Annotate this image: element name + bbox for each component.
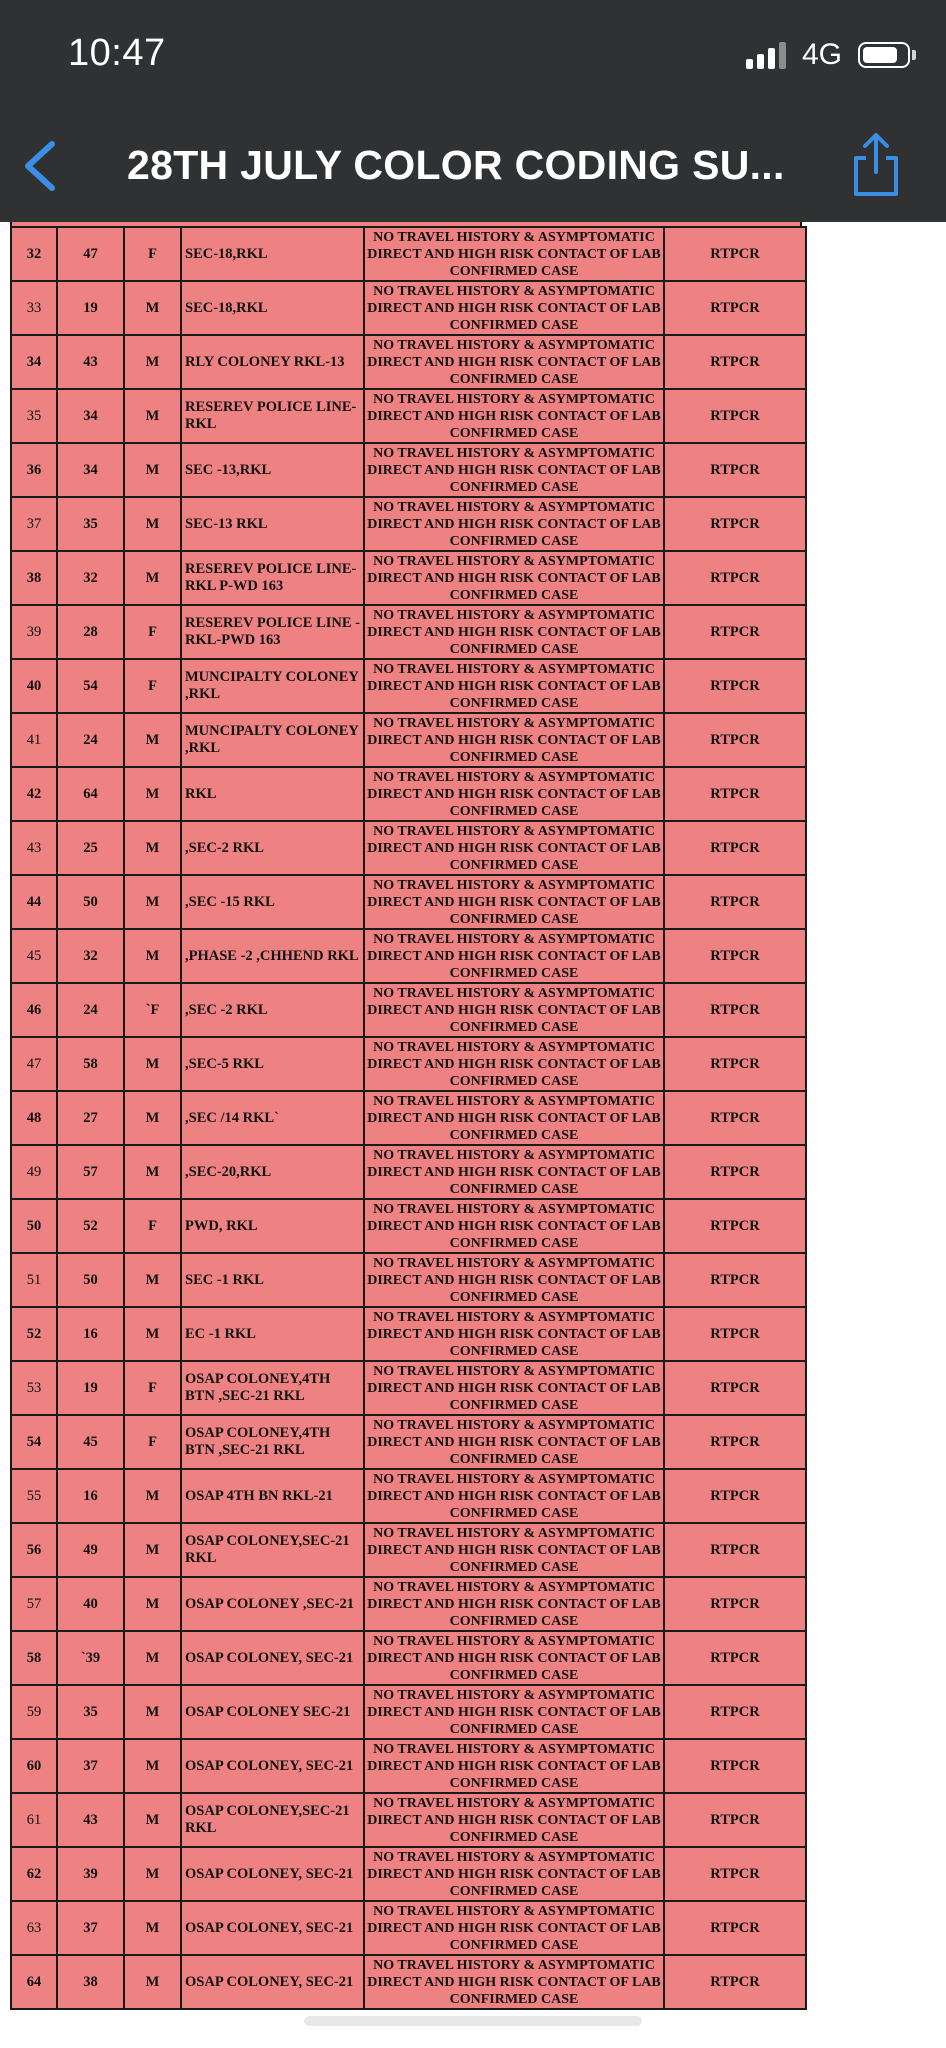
test-type-cell: RTPCR (664, 605, 806, 659)
serial-number-cell: 61 (11, 1793, 57, 1847)
sex-cell: M (124, 497, 181, 551)
previous-row-fragment (10, 222, 802, 226)
status-indicators (746, 38, 916, 72)
address-cell: SEC-18,RKL (181, 281, 364, 335)
battery-icon (858, 42, 916, 68)
table-row (11, 1415, 806, 1469)
address-cell: OSAP COLONEY, SEC-21 (181, 1847, 364, 1901)
serial-number-cell: 40 (11, 659, 57, 713)
table-row (11, 659, 806, 713)
sex-cell: M (124, 335, 181, 389)
test-type-cell: RTPCR (664, 1577, 806, 1631)
history-cell: NO TRAVEL HISTORY & ASYMPTOMATIC DIRECT AND HIGH RISK CONTACT OF LAB CONFIRMED CASE (364, 1253, 664, 1307)
table-row (11, 983, 806, 1037)
age-cell: 19 (57, 281, 124, 335)
document-page (10, 222, 802, 2010)
age-cell: 34 (57, 443, 124, 497)
serial-number-cell: 51 (11, 1253, 57, 1307)
age-cell: 64 (57, 767, 124, 821)
age-cell: 54 (57, 659, 124, 713)
sex-cell: M (124, 1037, 181, 1091)
serial-number-cell: 50 (11, 1199, 57, 1253)
serial-number-cell: 56 (11, 1523, 57, 1577)
test-type-cell: RTPCR (664, 389, 806, 443)
test-type-cell: RTPCR (664, 281, 806, 335)
address-cell: ,SEC /14 RKL` (181, 1091, 364, 1145)
table-row (11, 335, 806, 389)
sex-cell: F (124, 1199, 181, 1253)
age-cell: 38 (57, 1955, 124, 2009)
history-cell: NO TRAVEL HISTORY & ASYMPTOMATIC DIRECT AND HIGH RISK CONTACT OF LAB CONFIRMED CASE (364, 1307, 664, 1361)
share-icon (848, 132, 904, 198)
sex-cell: M (124, 767, 181, 821)
test-type-cell: RTPCR (664, 821, 806, 875)
table-row (11, 1685, 806, 1739)
table-row (11, 1037, 806, 1091)
sex-cell: M (124, 1307, 181, 1361)
table-row (11, 929, 806, 983)
address-cell: OSAP COLONEY,4TH BTN ,SEC-21 RKL (181, 1415, 364, 1469)
serial-number-cell: 60 (11, 1739, 57, 1793)
sex-cell: M (124, 281, 181, 335)
serial-number-cell: 42 (11, 767, 57, 821)
sex-cell: M (124, 929, 181, 983)
test-type-cell: RTPCR (664, 659, 806, 713)
history-cell: NO TRAVEL HISTORY & ASYMPTOMATIC DIRECT AND HIGH RISK CONTACT OF LAB CONFIRMED CASE (364, 1037, 664, 1091)
serial-number-cell: 35 (11, 389, 57, 443)
table-row (11, 1199, 806, 1253)
network-type: 4G (801, 38, 842, 71)
serial-number-cell: 53 (11, 1361, 57, 1415)
sex-cell: M (124, 1739, 181, 1793)
sex-cell: M (124, 1145, 181, 1199)
test-type-cell: RTPCR (664, 1253, 806, 1307)
status-time: 10:47 (68, 32, 166, 74)
history-cell: NO TRAVEL HISTORY & ASYMPTOMATIC DIRECT AND HIGH RISK CONTACT OF LAB CONFIRMED CASE (364, 1523, 664, 1577)
serial-number-cell: 34 (11, 335, 57, 389)
history-cell: NO TRAVEL HISTORY & ASYMPTOMATIC DIRECT AND HIGH RISK CONTACT OF LAB CONFIRMED CASE (364, 767, 664, 821)
test-type-cell: RTPCR (664, 1145, 806, 1199)
history-cell: NO TRAVEL HISTORY & ASYMPTOMATIC DIRECT AND HIGH RISK CONTACT OF LAB CONFIRMED CASE (364, 929, 664, 983)
serial-number-cell: 62 (11, 1847, 57, 1901)
test-type-cell: RTPCR (664, 767, 806, 821)
sex-cell: M (124, 443, 181, 497)
test-type-cell: RTPCR (664, 335, 806, 389)
history-cell: NO TRAVEL HISTORY & ASYMPTOMATIC DIRECT AND HIGH RISK CONTACT OF LAB CONFIRMED CASE (364, 1847, 664, 1901)
table-row (11, 1469, 806, 1523)
address-cell: SEC -13,RKL (181, 443, 364, 497)
test-type-cell: RTPCR (664, 497, 806, 551)
table-row (11, 227, 806, 281)
test-type-cell: RTPCR (664, 1793, 806, 1847)
test-type-cell: RTPCR (664, 929, 806, 983)
sex-cell: M (124, 1469, 181, 1523)
table-row (11, 443, 806, 497)
address-cell: OSAP COLONEY, SEC-21 (181, 1631, 364, 1685)
history-cell: NO TRAVEL HISTORY & ASYMPTOMATIC DIRECT AND HIGH RISK CONTACT OF LAB CONFIRMED CASE (364, 605, 664, 659)
sex-cell: M (124, 821, 181, 875)
age-cell: `39 (57, 1631, 124, 1685)
table-row (11, 281, 806, 335)
age-cell: 16 (57, 1469, 124, 1523)
address-cell: OSAP COLONEY,4TH BTN ,SEC-21 RKL (181, 1361, 364, 1415)
age-cell: 45 (57, 1415, 124, 1469)
address-cell: EC -1 RKL (181, 1307, 364, 1361)
address-cell: ,SEC-2 RKL (181, 821, 364, 875)
serial-number-cell: 57 (11, 1577, 57, 1631)
table-row (11, 1739, 806, 1793)
address-cell: OSAP COLONEY,SEC-21 RKL (181, 1793, 364, 1847)
serial-number-cell: 47 (11, 1037, 57, 1091)
chevron-left-icon (20, 138, 60, 194)
sex-cell: F (124, 1361, 181, 1415)
table-row (11, 1091, 806, 1145)
age-cell: 28 (57, 605, 124, 659)
history-cell: NO TRAVEL HISTORY & ASYMPTOMATIC DIRECT AND HIGH RISK CONTACT OF LAB CONFIRMED CASE (364, 659, 664, 713)
serial-number-cell: 54 (11, 1415, 57, 1469)
serial-number-cell: 43 (11, 821, 57, 875)
cellular-signal-icon (746, 41, 786, 69)
test-type-cell: RTPCR (664, 1361, 806, 1415)
test-type-cell: RTPCR (664, 1955, 806, 2009)
serial-number-cell: 52 (11, 1307, 57, 1361)
test-type-cell: RTPCR (664, 1415, 806, 1469)
table-row (11, 767, 806, 821)
age-cell: 27 (57, 1091, 124, 1145)
table-row (11, 1307, 806, 1361)
age-cell: 40 (57, 1577, 124, 1631)
history-cell: NO TRAVEL HISTORY & ASYMPTOMATIC DIRECT AND HIGH RISK CONTACT OF LAB CONFIRMED CASE (364, 875, 664, 929)
serial-number-cell: 58 (11, 1631, 57, 1685)
sex-cell: M (124, 1523, 181, 1577)
sex-cell: F (124, 1415, 181, 1469)
sex-cell: M (124, 1793, 181, 1847)
address-cell: MUNCIPALTY COLONEY ,RKL (181, 659, 364, 713)
address-cell: SEC -1 RKL (181, 1253, 364, 1307)
address-cell: OSAP COLONEY, SEC-21 (181, 1901, 364, 1955)
sex-cell: M (124, 875, 181, 929)
serial-number-cell: 36 (11, 443, 57, 497)
sex-cell: M (124, 1955, 181, 2009)
sex-cell: M (124, 551, 181, 605)
age-cell: 37 (57, 1901, 124, 1955)
address-cell: ,SEC -15 RKL (181, 875, 364, 929)
serial-number-cell: 39 (11, 605, 57, 659)
age-cell: 24 (57, 713, 124, 767)
address-cell: RESEREV POLICE LINE-RKL (181, 389, 364, 443)
address-cell: OSAP COLONEY, SEC-21 (181, 1955, 364, 2009)
sex-cell: F (124, 227, 181, 281)
age-cell: 43 (57, 335, 124, 389)
serial-number-cell: 38 (11, 551, 57, 605)
history-cell: NO TRAVEL HISTORY & ASYMPTOMATIC DIRECT AND HIGH RISK CONTACT OF LAB CONFIRMED CASE (364, 281, 664, 335)
table-row (11, 1523, 806, 1577)
history-cell: NO TRAVEL HISTORY & ASYMPTOMATIC DIRECT AND HIGH RISK CONTACT OF LAB CONFIRMED CASE (364, 1145, 664, 1199)
sex-cell: M (124, 389, 181, 443)
history-cell: NO TRAVEL HISTORY & ASYMPTOMATIC DIRECT AND HIGH RISK CONTACT OF LAB CONFIRMED CASE (364, 1793, 664, 1847)
age-cell: 57 (57, 1145, 124, 1199)
history-cell: NO TRAVEL HISTORY & ASYMPTOMATIC DIRECT AND HIGH RISK CONTACT OF LAB CONFIRMED CASE (364, 821, 664, 875)
test-type-cell: RTPCR (664, 1847, 806, 1901)
age-cell: 37 (57, 1739, 124, 1793)
history-cell: NO TRAVEL HISTORY & ASYMPTOMATIC DIRECT AND HIGH RISK CONTACT OF LAB CONFIRMED CASE (364, 713, 664, 767)
table-row (11, 1793, 806, 1847)
age-cell: 47 (57, 227, 124, 281)
history-cell: NO TRAVEL HISTORY & ASYMPTOMATIC DIRECT AND HIGH RISK CONTACT OF LAB CONFIRMED CASE (364, 1901, 664, 1955)
serial-number-cell: 37 (11, 497, 57, 551)
address-cell: RESEREV POLICE LINE -RKL-PWD 163 (181, 605, 364, 659)
sex-cell: M (124, 1847, 181, 1901)
address-cell: SEC-18,RKL (181, 227, 364, 281)
serial-number-cell: 64 (11, 1955, 57, 2009)
serial-number-cell: 33 (11, 281, 57, 335)
age-cell: 35 (57, 497, 124, 551)
sex-cell: M (124, 1901, 181, 1955)
table-row (11, 497, 806, 551)
age-cell: 25 (57, 821, 124, 875)
sex-cell: F (124, 659, 181, 713)
history-cell: NO TRAVEL HISTORY & ASYMPTOMATIC DIRECT AND HIGH RISK CONTACT OF LAB CONFIRMED CASE (364, 227, 664, 281)
history-cell: NO TRAVEL HISTORY & ASYMPTOMATIC DIRECT AND HIGH RISK CONTACT OF LAB CONFIRMED CASE (364, 1739, 664, 1793)
address-cell: RLY COLONEY RKL-13 (181, 335, 364, 389)
test-type-cell: RTPCR (664, 1307, 806, 1361)
address-cell: OSAP COLONEY SEC-21 (181, 1685, 364, 1739)
sex-cell: M (124, 1631, 181, 1685)
age-cell: 49 (57, 1523, 124, 1577)
history-cell: NO TRAVEL HISTORY & ASYMPTOMATIC DIRECT AND HIGH RISK CONTACT OF LAB CONFIRMED CASE (364, 1361, 664, 1415)
address-cell: OSAP 4TH BN RKL-21 (181, 1469, 364, 1523)
table-row (11, 1577, 806, 1631)
age-cell: 24 (57, 983, 124, 1037)
history-cell: NO TRAVEL HISTORY & ASYMPTOMATIC DIRECT AND HIGH RISK CONTACT OF LAB CONFIRMED CASE (364, 1415, 664, 1469)
age-cell: 35 (57, 1685, 124, 1739)
address-cell: MUNCIPALTY COLONEY ,RKL (181, 713, 364, 767)
serial-number-cell: 63 (11, 1901, 57, 1955)
test-type-cell: RTPCR (664, 1199, 806, 1253)
age-cell: 43 (57, 1793, 124, 1847)
test-type-cell: RTPCR (664, 1523, 806, 1577)
history-cell: NO TRAVEL HISTORY & ASYMPTOMATIC DIRECT AND HIGH RISK CONTACT OF LAB CONFIRMED CASE (364, 443, 664, 497)
address-cell: RKL (181, 767, 364, 821)
test-type-cell: RTPCR (664, 713, 806, 767)
history-cell: NO TRAVEL HISTORY & ASYMPTOMATIC DIRECT AND HIGH RISK CONTACT OF LAB CONFIRMED CASE (364, 1091, 664, 1145)
age-cell: 19 (57, 1361, 124, 1415)
age-cell: 32 (57, 929, 124, 983)
sex-cell: F (124, 605, 181, 659)
age-cell: 50 (57, 875, 124, 929)
test-type-cell: RTPCR (664, 1739, 806, 1793)
test-type-cell: RTPCR (664, 1469, 806, 1523)
test-type-cell: RTPCR (664, 1037, 806, 1091)
serial-number-cell: 44 (11, 875, 57, 929)
table-row (11, 605, 806, 659)
address-cell: PWD, RKL (181, 1199, 364, 1253)
sex-cell: M (124, 1253, 181, 1307)
table-row (11, 713, 806, 767)
table-row (11, 389, 806, 443)
table-row (11, 1361, 806, 1415)
table-row (11, 1145, 806, 1199)
sex-cell: M (124, 1577, 181, 1631)
age-cell: 34 (57, 389, 124, 443)
test-type-cell: RTPCR (664, 983, 806, 1037)
test-type-cell: RTPCR (664, 875, 806, 929)
age-cell: 32 (57, 551, 124, 605)
test-type-cell: RTPCR (664, 443, 806, 497)
history-cell: NO TRAVEL HISTORY & ASYMPTOMATIC DIRECT AND HIGH RISK CONTACT OF LAB CONFIRMED CASE (364, 551, 664, 605)
address-cell: ,SEC-20,RKL (181, 1145, 364, 1199)
sex-cell: M (124, 1685, 181, 1739)
address-cell: RESEREV POLICE LINE-RKL P-WD 163 (181, 551, 364, 605)
address-cell: SEC-13 RKL (181, 497, 364, 551)
history-cell: NO TRAVEL HISTORY & ASYMPTOMATIC DIRECT AND HIGH RISK CONTACT OF LAB CONFIRMED CASE (364, 1685, 664, 1739)
navigation-bar (0, 0, 946, 222)
history-cell: NO TRAVEL HISTORY & ASYMPTOMATIC DIRECT AND HIGH RISK CONTACT OF LAB CONFIRMED CASE (364, 389, 664, 443)
serial-number-cell: 48 (11, 1091, 57, 1145)
serial-number-cell: 55 (11, 1469, 57, 1523)
table-row (11, 875, 806, 929)
serial-number-cell: 46 (11, 983, 57, 1037)
table-row (11, 821, 806, 875)
test-type-cell: RTPCR (664, 1631, 806, 1685)
back-button[interactable] (20, 138, 60, 194)
history-cell: NO TRAVEL HISTORY & ASYMPTOMATIC DIRECT AND HIGH RISK CONTACT OF LAB CONFIRMED CASE (364, 1955, 664, 2009)
test-type-cell: RTPCR (664, 1685, 806, 1739)
address-cell: OSAP COLONEY ,SEC-21 (181, 1577, 364, 1631)
home-indicator[interactable] (304, 2016, 642, 2026)
table-row (11, 1901, 806, 1955)
serial-number-cell: 59 (11, 1685, 57, 1739)
cases-table (10, 226, 807, 2010)
age-cell: 52 (57, 1199, 124, 1253)
age-cell: 16 (57, 1307, 124, 1361)
history-cell: NO TRAVEL HISTORY & ASYMPTOMATIC DIRECT AND HIGH RISK CONTACT OF LAB CONFIRMED CASE (364, 1577, 664, 1631)
serial-number-cell: 41 (11, 713, 57, 767)
history-cell: NO TRAVEL HISTORY & ASYMPTOMATIC DIRECT AND HIGH RISK CONTACT OF LAB CONFIRMED CASE (364, 1469, 664, 1523)
serial-number-cell: 32 (11, 227, 57, 281)
history-cell: NO TRAVEL HISTORY & ASYMPTOMATIC DIRECT AND HIGH RISK CONTACT OF LAB CONFIRMED CASE (364, 983, 664, 1037)
serial-number-cell: 49 (11, 1145, 57, 1199)
sex-cell: M (124, 713, 181, 767)
test-type-cell: RTPCR (664, 227, 806, 281)
age-cell: 58 (57, 1037, 124, 1091)
sex-cell: M (124, 1091, 181, 1145)
table-row (11, 1631, 806, 1685)
history-cell: NO TRAVEL HISTORY & ASYMPTOMATIC DIRECT AND HIGH RISK CONTACT OF LAB CONFIRMED CASE (364, 1199, 664, 1253)
age-cell: 39 (57, 1847, 124, 1901)
history-cell: NO TRAVEL HISTORY & ASYMPTOMATIC DIRECT AND HIGH RISK CONTACT OF LAB CONFIRMED CASE (364, 335, 664, 389)
address-cell: OSAP COLONEY, SEC-21 (181, 1739, 364, 1793)
address-cell: ,PHASE -2 ,CHHEND RKL (181, 929, 364, 983)
test-type-cell: RTPCR (664, 1091, 806, 1145)
address-cell: ,SEC -2 RKL (181, 983, 364, 1037)
sex-cell: `F (124, 983, 181, 1037)
history-cell: NO TRAVEL HISTORY & ASYMPTOMATIC DIRECT AND HIGH RISK CONTACT OF LAB CONFIRMED CASE (364, 497, 664, 551)
address-cell: ,SEC-5 RKL (181, 1037, 364, 1091)
history-cell: NO TRAVEL HISTORY & ASYMPTOMATIC DIRECT AND HIGH RISK CONTACT OF LAB CONFIRMED CASE (364, 1631, 664, 1685)
document-title: 28TH JULY COLOR CODING SU... (127, 142, 785, 188)
test-type-cell: RTPCR (664, 1901, 806, 1955)
table-row (11, 1253, 806, 1307)
serial-number-cell: 45 (11, 929, 57, 983)
address-cell: OSAP COLONEY,SEC-21 RKL (181, 1523, 364, 1577)
table-row (11, 551, 806, 605)
table-row (11, 1847, 806, 1901)
age-cell: 50 (57, 1253, 124, 1307)
test-type-cell: RTPCR (664, 551, 806, 605)
table-row (11, 1955, 806, 2009)
share-button[interactable] (848, 132, 904, 198)
